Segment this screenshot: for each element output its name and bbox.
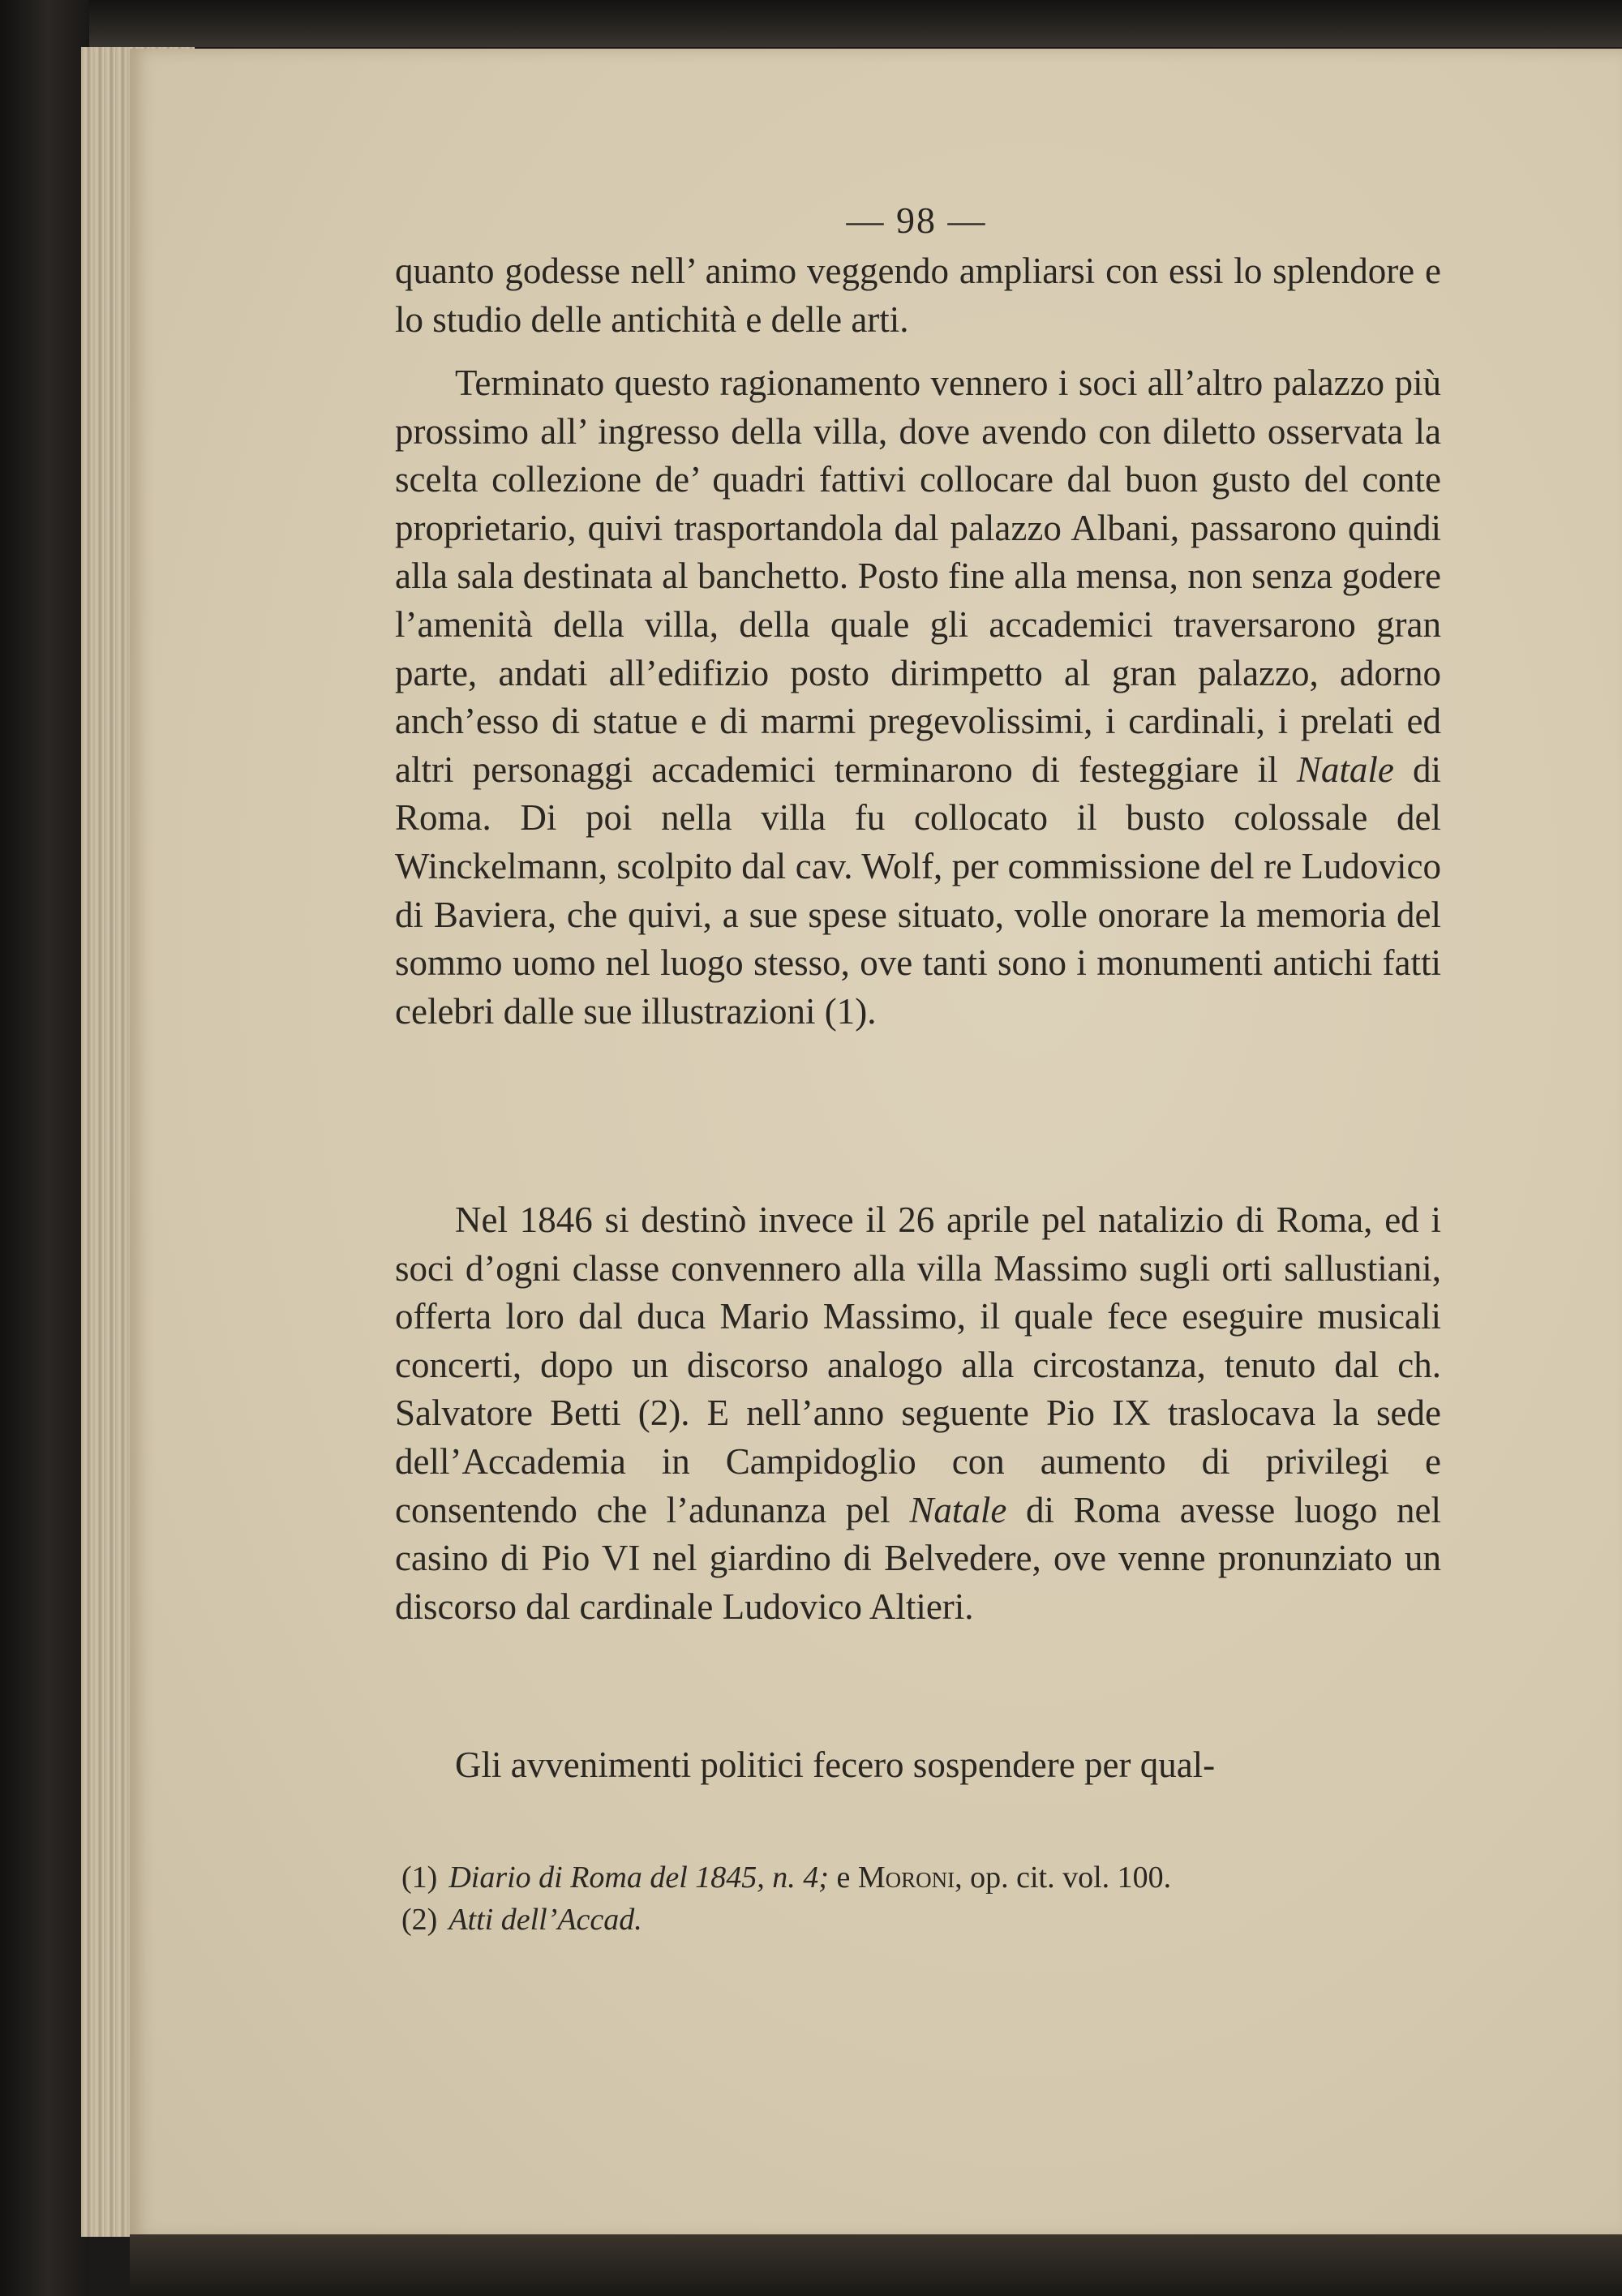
italic-natale-2: Natale bbox=[909, 1489, 1007, 1530]
footnote-1-mark: (1) bbox=[401, 1860, 438, 1895]
footnote-2-italic: Atti dell’Accad. bbox=[448, 1903, 642, 1937]
paragraph-1846-text-1: Nel 1846 si destinò invece il 26 aprile pel natalizio di Roma, ed i soci d’ogni classe convennero alla villa Massimo sugli orti sallustiani, offerta loro dal duca Mario Massimo, il quale fece eseguire musicali concerti, dopo un discorso analogo alla circostanza, tenuto dal ch. Salvatore Betti (2). E nell’anno seguente Pio IX traslocava la sede dell’Accademia in Campidoglio con aumento di privilegi e consentendo che l’adunanza pel bbox=[395, 1199, 1441, 1530]
footnote-1-italic: Diario di Roma del 1845, n. 4; bbox=[448, 1860, 829, 1895]
book-binding-left bbox=[0, 0, 89, 2296]
paragraph-villa-albani-text-2: di Roma. Di poi nella villa fu collocato il busto colossale del Winckelmann, scolpito dal cav. Wolf, per commissione del re Ludovico di Baviera, che quivi, a sue spese situato, volle onorare la memoria del sommo uomo nel luogo stesso, ove tanti sono i monumenti antichi fatti celebri dalle sue illustrazioni (1). bbox=[395, 749, 1442, 1032]
footnote-1-connector: e bbox=[836, 1860, 851, 1895]
footnotes bbox=[395, 1856, 1441, 1941]
footnote-1-author: Moroni, bbox=[857, 1860, 963, 1895]
page-bottom-shadow bbox=[130, 2234, 1622, 2296]
footnote-1-rest: op. cit. vol. 100. bbox=[970, 1860, 1172, 1895]
paragraph-political-events: Gli avvenimenti politici fecero sospendere per qual- bbox=[455, 1745, 1216, 1785]
italic-natale: Natale bbox=[1296, 749, 1394, 790]
page-number: — 98 — bbox=[846, 200, 987, 241]
footnote-2-mark: (2) bbox=[401, 1903, 438, 1937]
book-binding-top bbox=[0, 0, 1622, 47]
footnote-2 bbox=[395, 1899, 1441, 1941]
paragraph-villa-albani-text-1: Terminato questo ragionamento vennero i soci all’altro palazzo più prossimo all’ ingresso della villa, dove avendo con diletto osservata la scelta collezione de’ quadri fattivi collocare dal buon gusto del conte proprietario, quivi trasportandola dal palazzo Albani, passarono quindi alla sala destinata al banchetto. Posto fine alla mensa, non senza godere l’amenità della villa, della quale gli accademici traversarono gran parte, andati all’edifizio posto dirimpetto al gran palazzo, adorno anch’esso di statue e di marmi pregevolissimi, i cardinali, i prelati ed altri personaggi accademici terminarono di festeggiare il bbox=[395, 363, 1441, 790]
paragraph-1846 bbox=[395, 1196, 1441, 1631]
paragraph-continuation: quanto godesse nell’ animo veggendo ampliarsi con essi lo splendore e lo studio delle antichità e delle arti. bbox=[395, 251, 1441, 340]
paragraph-1846-text-2: di Roma avesse luogo nel casino di Pio VI nel giardino di Belvedere, ove venne pronunziato un discorso dal cardinale Ludovico Altieri. bbox=[395, 1489, 1442, 1627]
paragraph-villa-albani bbox=[395, 359, 1441, 1036]
footnote-1 bbox=[395, 1856, 1441, 1899]
